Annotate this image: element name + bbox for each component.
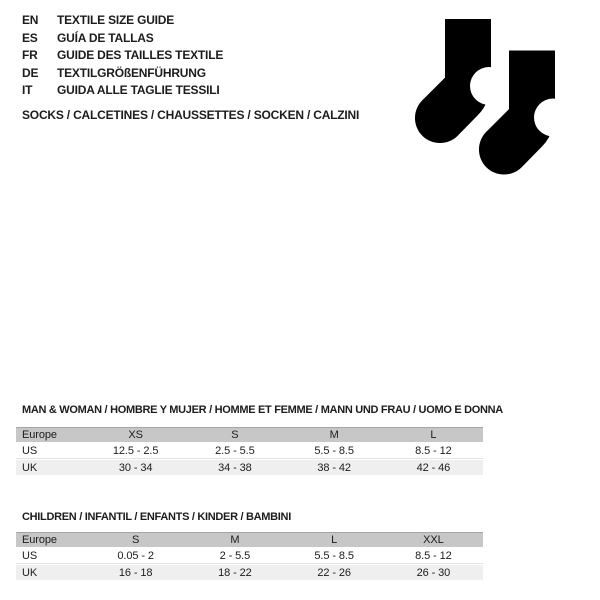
size-value: 12.5 - 2.5 [112,445,159,457]
language-label: GUIDE DES TAILLES TEXTILE [57,48,224,63]
language-row [22,65,223,83]
column-header-size: S [132,534,140,546]
language-row [22,12,223,30]
man-woman-size-table [16,404,503,475]
size-value: 5.5 - 8.5 [314,445,354,457]
size-value: 30 - 34 [118,461,153,474]
socks-icon [393,19,563,179]
table-row-us [16,444,483,459]
row-label: US [22,445,38,457]
table-header-row [16,427,483,442]
category-title: SOCKS / CALCETINES / CHAUSSETTES / SOCKEN / CALZINI [22,108,360,122]
size-value: 18 - 22 [218,566,252,579]
size-value: 34 - 38 [218,461,252,474]
language-row [22,47,223,65]
row-label: US [22,550,38,562]
table-title: MAN & WOMAN / HOMBRE Y MUJER / HOMME ET FEMME / MANN UND FRAU / UOMO E DONNA [22,404,503,416]
size-value: 26 - 30 [416,566,451,579]
column-header-size: XS [128,429,143,441]
children-size-table [16,511,483,580]
size-value: 22 - 26 [317,566,351,579]
table-header-row [16,532,483,547]
language-label: GUIDA ALLE TAGLIE TESSILI [57,83,220,98]
size-value: 2 - 5.5 [219,550,251,562]
size-value: 16 - 18 [118,566,153,579]
size-value: 8.5 - 12 [415,445,452,457]
column-header-size: S [231,429,239,441]
language-code: IT [22,83,33,98]
language-code: ES [22,30,38,45]
size-value: 2.5 - 5.5 [215,445,255,457]
size-value: 42 - 46 [416,461,451,474]
language-row [22,82,223,100]
column-header-size: XXL [423,534,444,546]
size-value: 0.05 - 2 [117,550,154,562]
language-code: DE [22,65,39,80]
column-header-europe: Europe [22,534,57,546]
size-value: 8.5 - 12 [415,550,452,562]
language-label: GUÍA DE TALLAS [57,30,154,45]
column-header-size: L [430,429,437,441]
language-row [22,30,223,48]
table-row-us [16,549,483,564]
column-header-size: M [329,429,339,441]
language-label: TEXTILGRÖßENFÜHRUNG [57,65,206,80]
language-code: FR [22,48,38,63]
table-row-uk [16,565,483,580]
column-header-size: L [331,534,338,546]
column-header-size: M [230,534,240,546]
table-title: CHILDREN / INFANTIL / ENFANTS / KINDER / BAMBINI [22,511,291,523]
size-value: 5.5 - 8.5 [314,550,354,562]
column-header-europe: Europe [22,429,57,441]
size-value: 38 - 42 [317,461,351,474]
table-row-uk [16,460,483,475]
row-label: UK [22,566,38,579]
language-code: EN [22,13,39,27]
language-list [22,12,223,100]
language-label: TEXTILE SIZE GUIDE [57,13,175,27]
row-label: UK [22,461,38,474]
